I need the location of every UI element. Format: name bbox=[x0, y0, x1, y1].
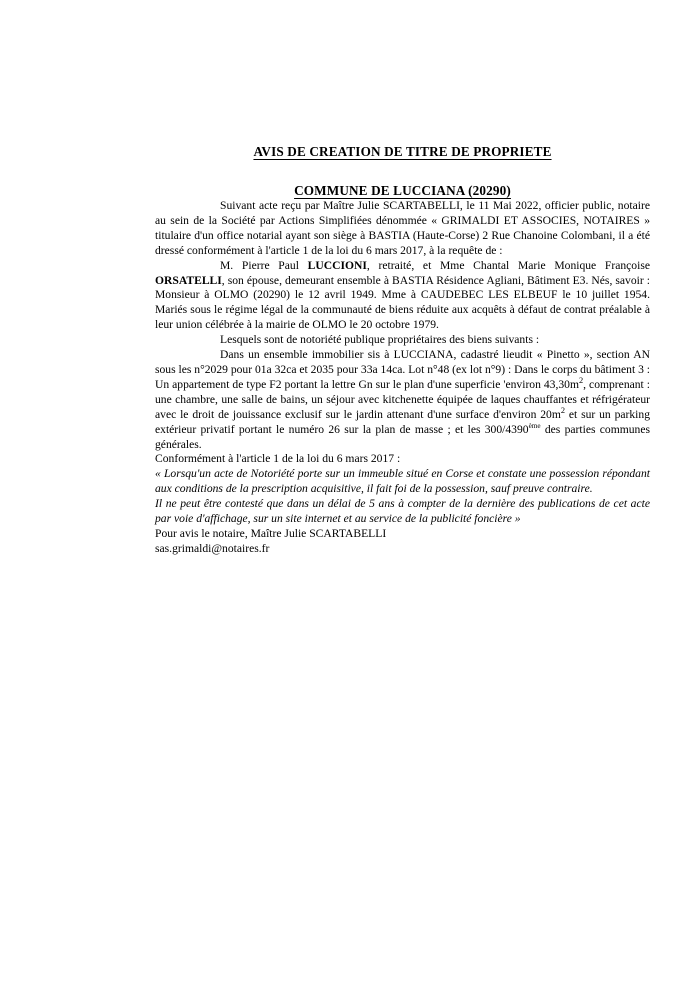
notoriety-intro-text: Lesquels sont de notoriété publique propriétaires des biens suivants : bbox=[220, 333, 540, 347]
property-description-part-4: des parties communes générales. bbox=[155, 422, 650, 451]
legal-quote-first bbox=[155, 467, 650, 497]
page-subtitle bbox=[155, 183, 650, 200]
property-superscript-area-2: 2 bbox=[560, 405, 566, 415]
legal-quote-second bbox=[155, 497, 650, 527]
property-description-part-1: Dans un ensemble immobilier sis à LUCCIANA, cadastré lieudit « Pinetto », section AN sous les n°2029 pour 01a 32ca et 2035 pour 33a 14ca. Lot n°48 (ex lot n°9) : Dans le corps du bâtiment 3 : Un appartement de type F2 portant la lettre Gn sur le plan d'une superficie 'environ 43,30m bbox=[155, 348, 650, 391]
page-title bbox=[155, 144, 650, 161]
property-description-part-2: , comprenant : une chambre, une salle de bains, un séjour avec kitchenette équipée de laques chauffantes et réfrigérateur avec le droit de jouissance exclusif sur le jardin attenant d'une surface d'environ 20m bbox=[155, 377, 650, 421]
paragraph-notary-details-text: Suivant acte reçu par Maître Julie SCARTABELLI, le 11 Mai 2022, officier public, notaire au sein de la Société par Actions Simplifiées dénommée « GRIMALDI ET ASSOCIES, NOTAIRES » titulaire d'un office notarial ayant son siège à BASTIA (Haute-Corse) 2 Rue Chanoine Colombani, il a été dressé conformément à l'article 1 de la loi du 6 mars 2017, à la requête de : bbox=[155, 199, 650, 257]
legal-quote-second-text: Il ne peut être contesté que dans un délai de 5 ans à compter de la dernière des publications de cet acte par voie d'affichage, sur un site internet et au service de la publicité foncière » bbox=[155, 497, 650, 526]
signature-line bbox=[155, 527, 650, 542]
law-reference-text: Conformément à l'article 1 de la loi du 6 mars 2017 : bbox=[155, 452, 401, 466]
paragraph-owners bbox=[155, 259, 650, 334]
owner-name-wife: ORSATELLI bbox=[155, 273, 222, 287]
page-title-text: AVIS DE CREATION DE TITRE DE PROPRIETE bbox=[253, 144, 552, 159]
signature-notary-text: Pour avis le notaire, Maître Julie SCARTABELLI bbox=[155, 526, 387, 540]
legal-quote-first-text: « Lorsqu'un acte de Notoriété porte sur un immeuble situé en Corse et constate une possession répondant aux conditions de la prescription acquisitive, il fait foi de la possession, sauf preuve contraire. bbox=[155, 467, 650, 496]
contact-email-text: sas.grimaldi@notaires.fr bbox=[155, 541, 270, 555]
paragraph-notary-details bbox=[155, 199, 650, 259]
document-content bbox=[155, 144, 650, 557]
owner-details-text: , son épouse, demeurant ensemble à BASTIA Résidence Agliani, Bâtiment E3. Nés, savoir : Monsieur à OLMO (20290) le 12 avril 1949. Mme à CAUDEBEC LES ELBEUF le 10 juillet 1954. Mariés sous le régime légal de la communauté de biens réduite aux acquêts à défaut de contrat préalable à leur union célébrée à la mairie de OLMO le 20 octobre 1979. bbox=[155, 273, 650, 332]
paragraph-property-description bbox=[155, 348, 650, 452]
paragraph-law-reference bbox=[155, 452, 650, 467]
owner-intro-text: M. Pierre Paul bbox=[220, 258, 308, 272]
owner-middle-text: , retraité, et Mme Chantal Marie Monique Françoise bbox=[366, 258, 650, 272]
owner-name-husband: LUCCIONI bbox=[307, 258, 367, 272]
page-subtitle-text: COMMUNE DE LUCCIANA (20290) bbox=[294, 182, 511, 198]
property-superscript-fraction: ème bbox=[528, 421, 541, 430]
property-superscript-area-1: 2 bbox=[579, 376, 584, 386]
paragraph-notoriety-intro bbox=[155, 333, 650, 348]
contact-email bbox=[155, 542, 650, 557]
property-description-part-3: et sur un parking extérieur privatif portant le numéro 26 sur la plan de masse ; et les 300/4390 bbox=[155, 407, 651, 436]
